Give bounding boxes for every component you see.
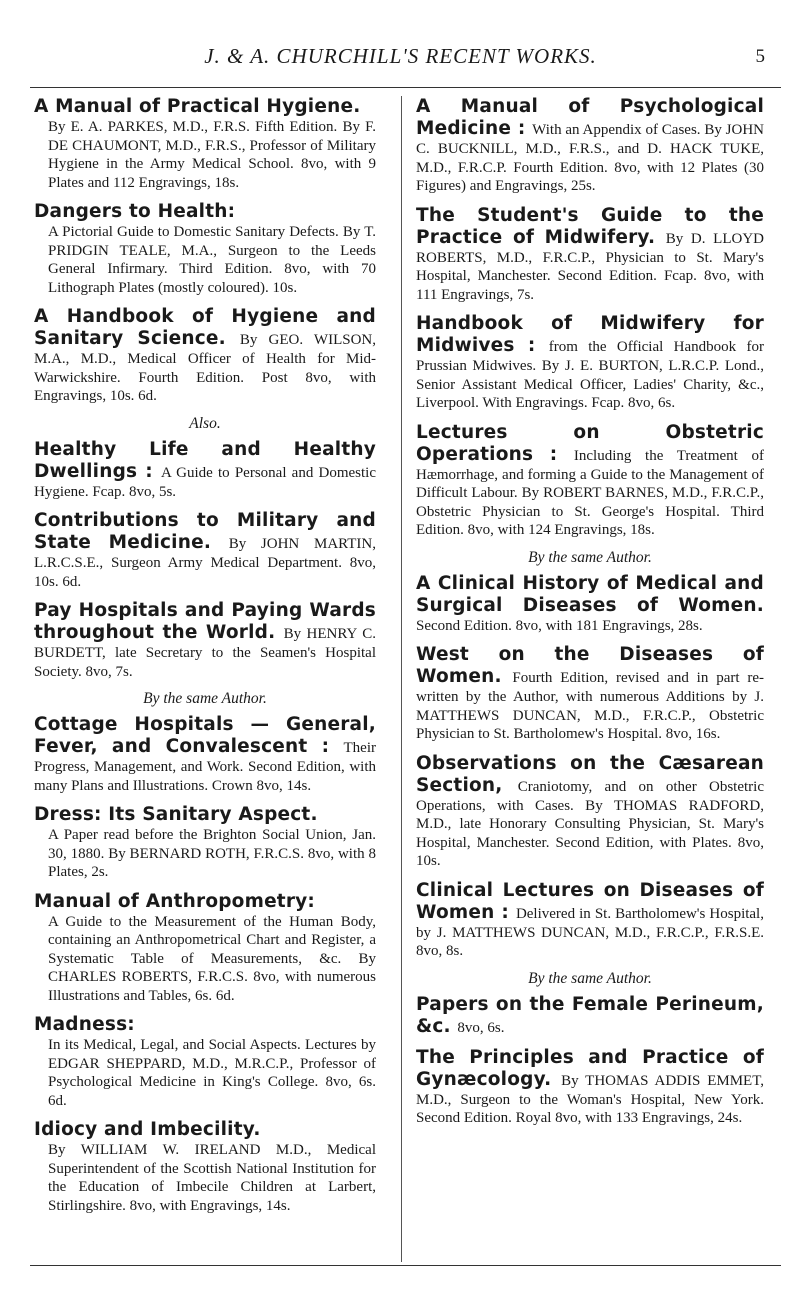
- running-title: J. & A. CHURCHILL'S RECENT WORKS.: [204, 44, 597, 68]
- book-entry: [34, 891, 376, 1006]
- bottom-rule: [30, 1265, 781, 1266]
- book-title: A Manual of Psychological Medicine :: [416, 96, 764, 139]
- section-separator: By the same Author.: [528, 548, 652, 566]
- book-entry: [34, 804, 376, 882]
- book-description: By THOMAS ADDIS EMMET, M.D., Surgeon to the Woman's Hospital, New York. Second Edition. Royal 8vo, with 133 Engravings, 24s.: [416, 1072, 764, 1126]
- book-title: Madness:: [34, 1014, 135, 1035]
- book-description: By D. LLOYD ROBERTS, M.D., F.R.C.P., Physician to St. Mary's Hospital, Manchester. Second Edition. Fcap. 8vo, with 111 Engravings, 7s.: [416, 230, 764, 303]
- book-title: Manual of Anthropometry:: [34, 890, 316, 912]
- book-description: Including the Treatment of Hæmorrhage, and forming a Guide to the Management of Difficult Labour. By ROBERT BARNES, M.D., F.R.C.P., Obstetric Physician to St. George's Hospital. Third Edition. 8vo, with 124 Engravings, 18s.: [416, 447, 764, 538]
- top-rule: [30, 87, 781, 88]
- book-entry: [416, 573, 764, 636]
- book-entry: [34, 714, 376, 795]
- book-entry: [34, 1014, 376, 1110]
- book-title: A Handbook of Hygiene and Sanitary Science.: [34, 306, 376, 349]
- section-separator: By the same Author.: [528, 969, 652, 987]
- book-description: Their Progress, Management, and Work. Second Edition, with many Plans and Illustrations. Crown 8vo, 14s.: [34, 740, 376, 794]
- left-column: [34, 96, 376, 1224]
- book-title: The Principles and Practice of Gynæcology.: [416, 1046, 764, 1090]
- book-title: The Student's Guide to the Practice of Midwifery.: [416, 204, 764, 248]
- book-title: Healthy Life and Healthy Dwellings :: [34, 438, 376, 482]
- book-title: Dress: Its Sanitary Aspect.: [34, 804, 318, 825]
- book-title: Cottage Hospitals — General, Fever, and Convalescent :: [34, 714, 376, 757]
- book-title: Lectures on Obstetric Operations :: [416, 421, 764, 465]
- book-description: With an Appendix of Cases. By JOHN C. BUCKNILL, M.D., F.R.S., and D. HACK TUKE, M.D., F.R.C.P. Fourth Edition. 8vo, with 12 Plates (30 Figures) and Engravings, 25s.: [416, 122, 764, 194]
- book-description: By WILLIAM W. IRELAND M.D., Medical Superintendent of the Scottish National Institution for the Education of Imbecile Children at Larbert, Stirlingshire. 8vo, with Engravings, 14s.: [48, 1142, 376, 1214]
- book-description: A Guide to Personal and Domestic Hygiene. Fcap. 8vo, 5s.: [34, 464, 376, 500]
- column-divider: [401, 96, 402, 1262]
- book-entry: [34, 306, 376, 406]
- book-entry: [34, 600, 376, 681]
- book-entry: [416, 313, 764, 413]
- book-entry: [416, 205, 764, 305]
- book-title: Observations on the Cæsarean Section,: [416, 752, 764, 796]
- book-description: A Paper read before the Brighton Social Union, Jan. 30, 1880. By BERNARD ROTH, F.R.C.S. 8vo, with 8 Plates, 2s.: [48, 827, 376, 880]
- book-title: Pay Hospitals and Paying Wards throughout the World.: [34, 600, 376, 643]
- book-description: Second Edition. 8vo, with 181 Engravings, 28s.: [416, 617, 703, 634]
- book-description: Delivered in St. Bartholomew's Hospital, by J. MATTHEWS DUNCAN, M.D., F.R.C.P., F.R.S.E. 8vo, 8s.: [416, 905, 764, 959]
- book-description: In its Medical, Legal, and Social Aspects. Lectures by EDGAR SHEPPARD, M.D., M.R.C.P., Professor of Psychological Medicine in King's College. 8vo, 6s. 6d.: [48, 1037, 376, 1109]
- book-description: from the Official Handbook for Prussian Midwives. By J. E. BURTON, L.R.C.P. Lond., Senior Assistant Medical Officer, Ladies' Charity, &c., Liverpool. With Engravings. Fcap. 8vo, 6s.: [416, 339, 764, 411]
- book-entry: [34, 201, 376, 297]
- book-title: Clinical Lectures on Diseases of Women :: [416, 879, 764, 923]
- book-description: A Pictorial Guide to Domestic Sanitary Defects. By T. PRIDGIN TEALE, M.A., Surgeon to the Leeds General Infirmary. Third Edition. 8vo, with 70 Lithograph Plates (mostly coloured). 10s.: [48, 224, 376, 296]
- book-entry: [416, 1047, 764, 1128]
- book-entry: [416, 994, 764, 1038]
- section-separator: Also.: [189, 414, 221, 432]
- book-title: West on the Diseases of Women.: [416, 644, 764, 687]
- book-entry: [34, 96, 376, 192]
- book-description: By HENRY C. BURDETT, late Secretary to the Seamen's Hospital Society. 8vo, 7s.: [34, 626, 376, 680]
- book-title: Contributions to Military and State Medicine.: [34, 510, 376, 553]
- book-title: Papers on the Female Perineum, &c.: [416, 993, 764, 1037]
- book-entry: [416, 880, 764, 961]
- book-description: A Guide to the Measurement of the Human Body, containing an Anthropometrical Chart and Register, a Systematic Table of Measurements, &c. By CHARLES ROBERTS, F.R.C.S. 8vo, with numerous Illustrations and Tables, 6s. 6d.: [48, 913, 376, 1004]
- book-entry: [34, 1119, 376, 1215]
- book-description: 8vo, 6s.: [457, 1019, 505, 1036]
- book-description: By JOHN MARTIN, L.R.C.S.E., Surgeon Army Medical Department. 8vo, 10s. 6d.: [34, 536, 377, 590]
- page-header: [0, 44, 801, 80]
- book-entry: [416, 753, 764, 871]
- right-column: [416, 96, 764, 1137]
- book-description: Craniotomy, and on other Obstetric Operations, with Cases. By THOMAS RADFORD, M.D., late Honorary Consulting Physician, St. Mary's Hospital, Manchester. Second Edition, with Plates. 8vo, 10s.: [416, 778, 765, 869]
- book-description: By GEO. WILSON, M.A., M.D., Medical Officer of Health for Mid-Warwickshire. Fourth Edition. Post 8vo, with Engravings, 10s. 6d.: [34, 332, 376, 404]
- book-title: Handbook of Midwifery for Midwives :: [416, 313, 764, 356]
- book-title: Idiocy and Imbecility.: [34, 1119, 261, 1140]
- book-title: A Manual of Practical Hygiene.: [34, 96, 361, 117]
- page-number: 5: [755, 46, 765, 67]
- book-entry: [34, 510, 376, 591]
- section-separator: By the same Author.: [143, 690, 267, 707]
- book-title: A Clinical History of Medical and Surgical Diseases of Women.: [416, 572, 764, 616]
- book-entry: [416, 644, 764, 744]
- book-description: Fourth Edition, revised and in part re-written by the Author, with numerous Additions by J. MATTHEWS DUNCAN, M.D., F.R.C.P., Obstetric Physician to St. Bartholomew's Hospital. 8vo, 16s.: [416, 670, 764, 742]
- book-entry: [416, 96, 764, 196]
- book-entry: [34, 439, 376, 502]
- book-title: Dangers to Health:: [34, 201, 236, 222]
- book-description: By E. A. PARKES, M.D., F.R.S. Fifth Edition. By F. DE CHAUMONT, M.D., F.R.S., Professor of Military Hygiene in the Army Medical School. 8vo, with 9 Plates and 112 Engravings, 18s.: [48, 119, 376, 191]
- book-entry: [416, 422, 764, 540]
